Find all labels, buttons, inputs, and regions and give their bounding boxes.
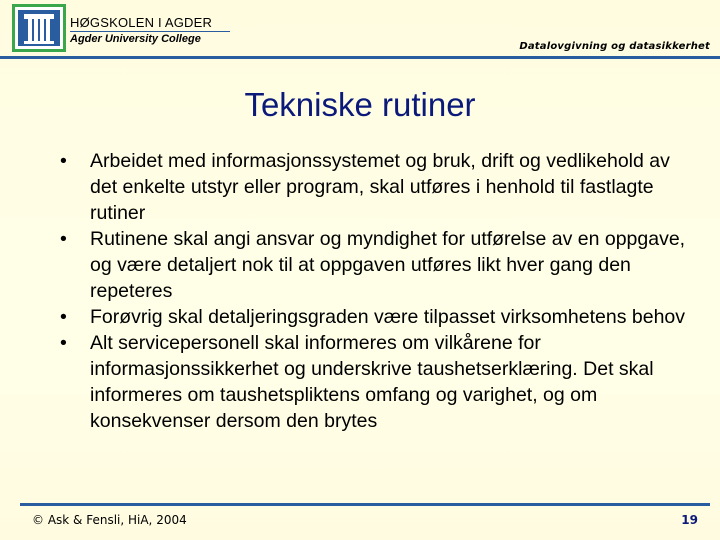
header-divider: [0, 56, 720, 59]
bullet-text: Rutinene skal angi ansvar og myndighet for utførelse av en oppgave, og være detaljert nok til at oppgaven utføres likt hver gang den repeteres: [90, 228, 686, 302]
slide-title: Tekniske rutiner: [244, 86, 476, 123]
bullet-dot-icon: •: [60, 150, 67, 172]
bullet-dot-icon: •: [60, 332, 67, 354]
page-number: 19: [681, 513, 698, 527]
school-name-english: Agder University College: [70, 33, 201, 45]
column-pillar-logo-icon: [12, 4, 66, 52]
school-name: HØGSKOLEN I AGDER: [70, 15, 213, 30]
bullet-item: [60, 330, 700, 434]
footer-divider: [20, 503, 710, 506]
copyright-text: © Ask & Fensli, HiA, 2004: [32, 513, 187, 527]
bullet-dot-icon: •: [60, 228, 67, 250]
slide-header: [0, 0, 720, 60]
bullet-dot-icon: •: [60, 306, 67, 328]
bullet-item: [60, 148, 700, 226]
header-divider-short: [70, 31, 230, 32]
course-title: Datalovgivning og datasikkerhet: [519, 41, 710, 52]
bullet-text: Arbeidet med informasjonssystemet og bruk, drift og vedlikehold av det enkelte utstyr eller program, skal utføres i henhold til fastlagte rutiner: [90, 150, 670, 224]
bullet-item: [60, 304, 700, 330]
bullet-list: [60, 148, 700, 434]
bullet-text: Alt servicepersonell skal informeres om vilkårene for informasjonssikkerhet og underskrive taushetserklæring. Det skal informeres om taushetspliktens omfang og varighet, og om konsekvenser dersom den brytes: [90, 332, 654, 432]
bullet-item: [60, 226, 700, 304]
bullet-text: Forøvrig skal detaljeringsgraden være tilpasset virksomhetens behov: [90, 306, 686, 328]
